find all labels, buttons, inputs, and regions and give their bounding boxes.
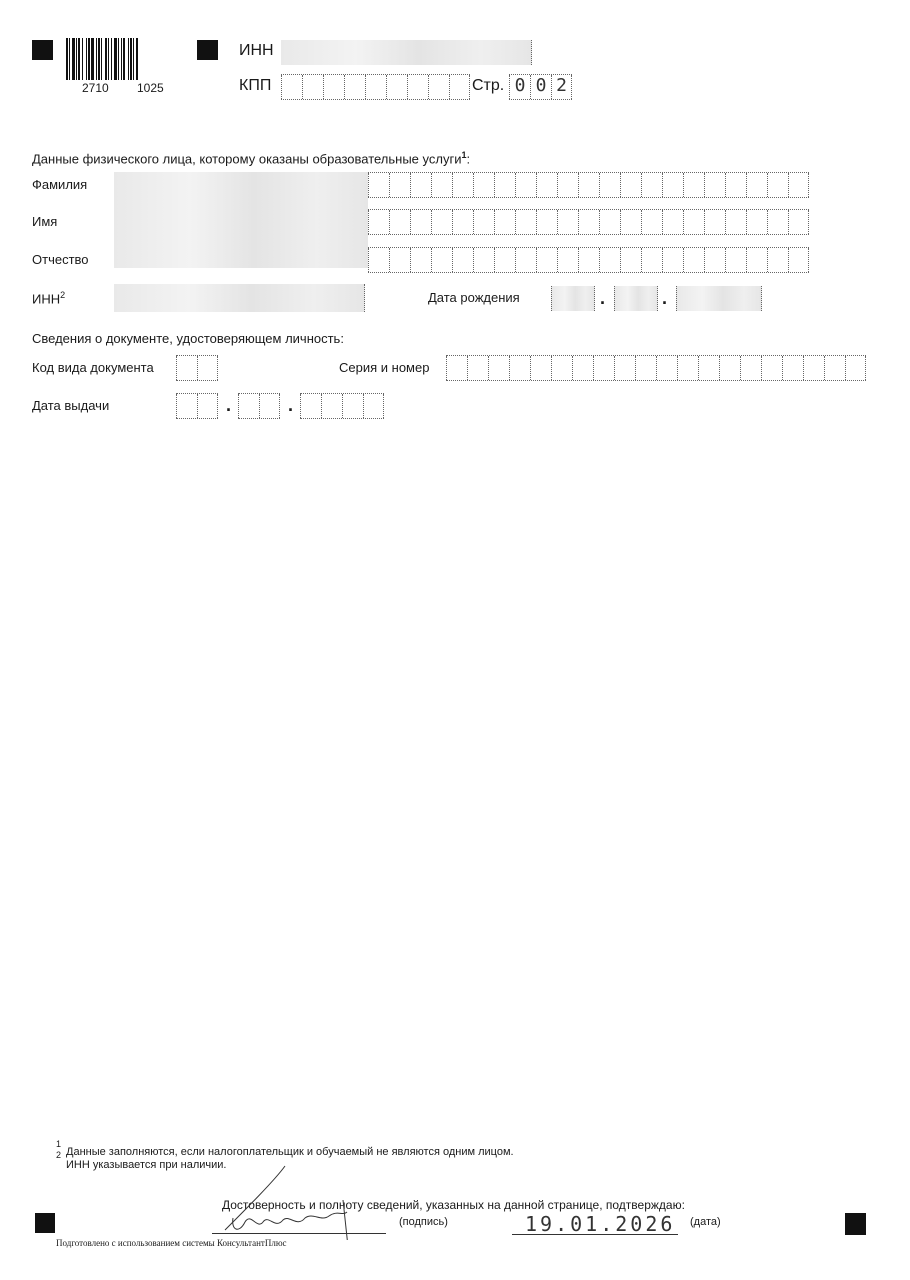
surname-label: Фамилия: [32, 177, 88, 192]
input-cell[interactable]: [452, 248, 473, 272]
footnote-ref-1: 1: [461, 150, 467, 160]
input-cell[interactable]: [746, 173, 767, 197]
input-cell[interactable]: [494, 210, 515, 234]
date-separator: .: [226, 395, 232, 415]
birth-date-label: Дата рождения: [428, 290, 520, 305]
input-cell[interactable]: [494, 248, 515, 272]
date-separator: .: [600, 288, 606, 308]
footnote-marker-1: 1: [56, 1139, 62, 1149]
corner-marker-top-middle: [197, 40, 218, 60]
barcode: [66, 38, 182, 82]
corner-marker-bottom-right: [845, 1213, 866, 1235]
doc-code-label: Код вида документа: [32, 360, 154, 375]
page-number-field: [509, 74, 572, 100]
input-cell[interactable]: [620, 210, 641, 234]
input-cell[interactable]: [677, 356, 698, 380]
input-cell[interactable]: [473, 173, 494, 197]
date-caption: (дата): [690, 1216, 721, 1228]
patronymic-field[interactable]: [368, 247, 809, 273]
input-cell[interactable]: [599, 248, 620, 272]
signature: [205, 1160, 375, 1240]
confirmation-statement: Достоверность и полноту сведений, указанных на данной странице, подтверждаю:: [222, 1198, 685, 1212]
input-cell[interactable]: [788, 173, 809, 197]
signature-line: [212, 1233, 386, 1234]
series-number-label: Серия и номер: [339, 360, 430, 375]
input-cell[interactable]: [698, 356, 719, 380]
input-cell[interactable]: [494, 173, 515, 197]
input-cell[interactable]: [740, 356, 761, 380]
input-cell[interactable]: [788, 248, 809, 272]
input-cell[interactable]: [635, 356, 656, 380]
input-cell[interactable]: [410, 173, 431, 197]
input-cell[interactable]: [746, 210, 767, 234]
barcode-number-left: 2710: [82, 81, 109, 95]
input-cell[interactable]: [410, 248, 431, 272]
input-cell[interactable]: [845, 356, 866, 380]
input-cell[interactable]: [557, 248, 578, 272]
input-cell[interactable]: [515, 173, 536, 197]
birth-day-field[interactable]: [551, 286, 595, 311]
input-cell[interactable]: [725, 210, 746, 234]
input-cell[interactable]: [725, 173, 746, 197]
person-inn-label: [32, 290, 65, 306]
input-cell[interactable]: [824, 356, 845, 380]
input-cell[interactable]: [509, 356, 530, 380]
signature-caption: (подпись): [399, 1216, 448, 1228]
input-cell[interactable]: [641, 173, 662, 197]
issue-day-field[interactable]: [176, 393, 218, 419]
input-cell[interactable]: [578, 173, 599, 197]
issue-year-field[interactable]: [300, 393, 384, 419]
input-cell[interactable]: [536, 248, 557, 272]
date-separator: .: [288, 395, 294, 415]
input-cell[interactable]: [536, 210, 557, 234]
input-cell[interactable]: [683, 210, 704, 234]
input-cell[interactable]: [389, 173, 410, 197]
input-cell[interactable]: [614, 356, 635, 380]
patronymic-label: Отчество: [32, 252, 89, 267]
corner-marker-top-left: [32, 40, 53, 60]
name-field[interactable]: [368, 209, 809, 235]
input-cell[interactable]: [389, 248, 410, 272]
header-inn-label: ИНН: [239, 42, 274, 59]
person-section-title: Данные физического лица, которому оказаны образовательные услуги$^1$:: [32, 150, 471, 167]
input-cell[interactable]: [704, 173, 725, 197]
input-cell[interactable]: [662, 248, 683, 272]
page-digit: 0: [509, 75, 530, 99]
surname-field[interactable]: [368, 172, 809, 198]
doc-code-field[interactable]: [176, 355, 218, 381]
input-cell[interactable]: [389, 210, 410, 234]
input-cell[interactable]: [788, 210, 809, 234]
input-cell[interactable]: [488, 356, 509, 380]
input-cell[interactable]: [599, 173, 620, 197]
input-cell[interactable]: [557, 173, 578, 197]
name-label: Имя: [32, 214, 58, 229]
input-cell[interactable]: [431, 210, 452, 234]
input-cell[interactable]: [368, 210, 389, 234]
input-cell[interactable]: [473, 210, 494, 234]
input-cell[interactable]: [620, 248, 641, 272]
input-cell[interactable]: [515, 248, 536, 272]
barcode-icon: [66, 38, 182, 82]
page-digit: 0: [530, 75, 551, 99]
input-cell[interactable]: [431, 248, 452, 272]
input-cell[interactable]: [410, 210, 431, 234]
person-name-redacted: [114, 172, 368, 268]
input-cell[interactable]: [803, 356, 824, 380]
issue-month-field[interactable]: [238, 393, 280, 419]
person-inn-field[interactable]: [114, 284, 365, 312]
footnote-marker-2: 2: [56, 1150, 62, 1160]
page-digit: 2: [551, 75, 572, 99]
input-cell[interactable]: [746, 248, 767, 272]
person-inn-label-text: ИНН: [32, 291, 61, 307]
input-cell[interactable]: [767, 210, 788, 234]
input-cell[interactable]: [368, 248, 389, 272]
input-cell[interactable]: [473, 248, 494, 272]
date-separator: .: [662, 288, 668, 308]
input-cell[interactable]: [530, 356, 551, 380]
page-label: Стр.: [472, 77, 505, 94]
input-cell[interactable]: [704, 210, 725, 234]
input-cell[interactable]: [656, 356, 677, 380]
series-number-field[interactable]: [446, 355, 866, 381]
input-cell[interactable]: [662, 210, 683, 234]
input-cell[interactable]: [557, 210, 578, 234]
input-cell[interactable]: [719, 356, 740, 380]
input-cell[interactable]: [683, 248, 704, 272]
input-cell[interactable]: [536, 173, 557, 197]
input-cell[interactable]: [368, 173, 389, 197]
document-section-title: Сведения о документе, удостоверяющем личность:: [32, 331, 344, 346]
issue-date-label: Дата выдачи: [32, 398, 110, 413]
footnote-2: ИНН указывается при наличии.: [66, 1159, 227, 1171]
input-cell[interactable]: [593, 356, 614, 380]
input-cell[interactable]: [767, 173, 788, 197]
input-cell[interactable]: [725, 248, 746, 272]
input-cell[interactable]: [515, 210, 536, 234]
corner-marker-bottom-left: [35, 1213, 55, 1233]
input-cell[interactable]: [446, 356, 467, 380]
input-cell[interactable]: [572, 356, 593, 380]
input-cell[interactable]: [683, 173, 704, 197]
person-section-title-text: Данные физического лица, которому оказаны образовательные услуги: [32, 151, 462, 167]
header-inn-field[interactable]: [281, 40, 532, 65]
header-kpp-label: КПП: [239, 77, 272, 94]
input-cell[interactable]: [761, 356, 782, 380]
date-line: [512, 1234, 678, 1235]
input-cell[interactable]: [452, 210, 473, 234]
input-cell[interactable]: [641, 210, 662, 234]
barcode-number-right: 1025: [137, 81, 164, 95]
header-kpp-field[interactable]: [281, 74, 470, 100]
input-cell[interactable]: [782, 356, 803, 380]
input-cell[interactable]: [599, 210, 620, 234]
input-cell[interactable]: [704, 248, 725, 272]
prepared-with-note: Подготовлено с использованием системы КонсультантПлюс: [56, 1238, 287, 1248]
input-cell[interactable]: [551, 356, 572, 380]
input-cell[interactable]: [452, 173, 473, 197]
birth-month-field[interactable]: [614, 286, 658, 311]
input-cell[interactable]: [767, 248, 788, 272]
input-cell[interactable]: [662, 173, 683, 197]
input-cell[interactable]: [467, 356, 488, 380]
input-cell[interactable]: [578, 248, 599, 272]
footnote-ref-2: 2: [60, 290, 66, 300]
birth-year-field[interactable]: [676, 286, 762, 311]
input-cell[interactable]: [641, 248, 662, 272]
confirmation-date: 19.01.2026: [525, 1212, 676, 1236]
input-cell[interactable]: [431, 173, 452, 197]
input-cell[interactable]: [620, 173, 641, 197]
footnote-1: Данные заполняются, если налогоплательщик и обучаемый не являются одним лицом.: [66, 1146, 514, 1158]
input-cell[interactable]: [578, 210, 599, 234]
